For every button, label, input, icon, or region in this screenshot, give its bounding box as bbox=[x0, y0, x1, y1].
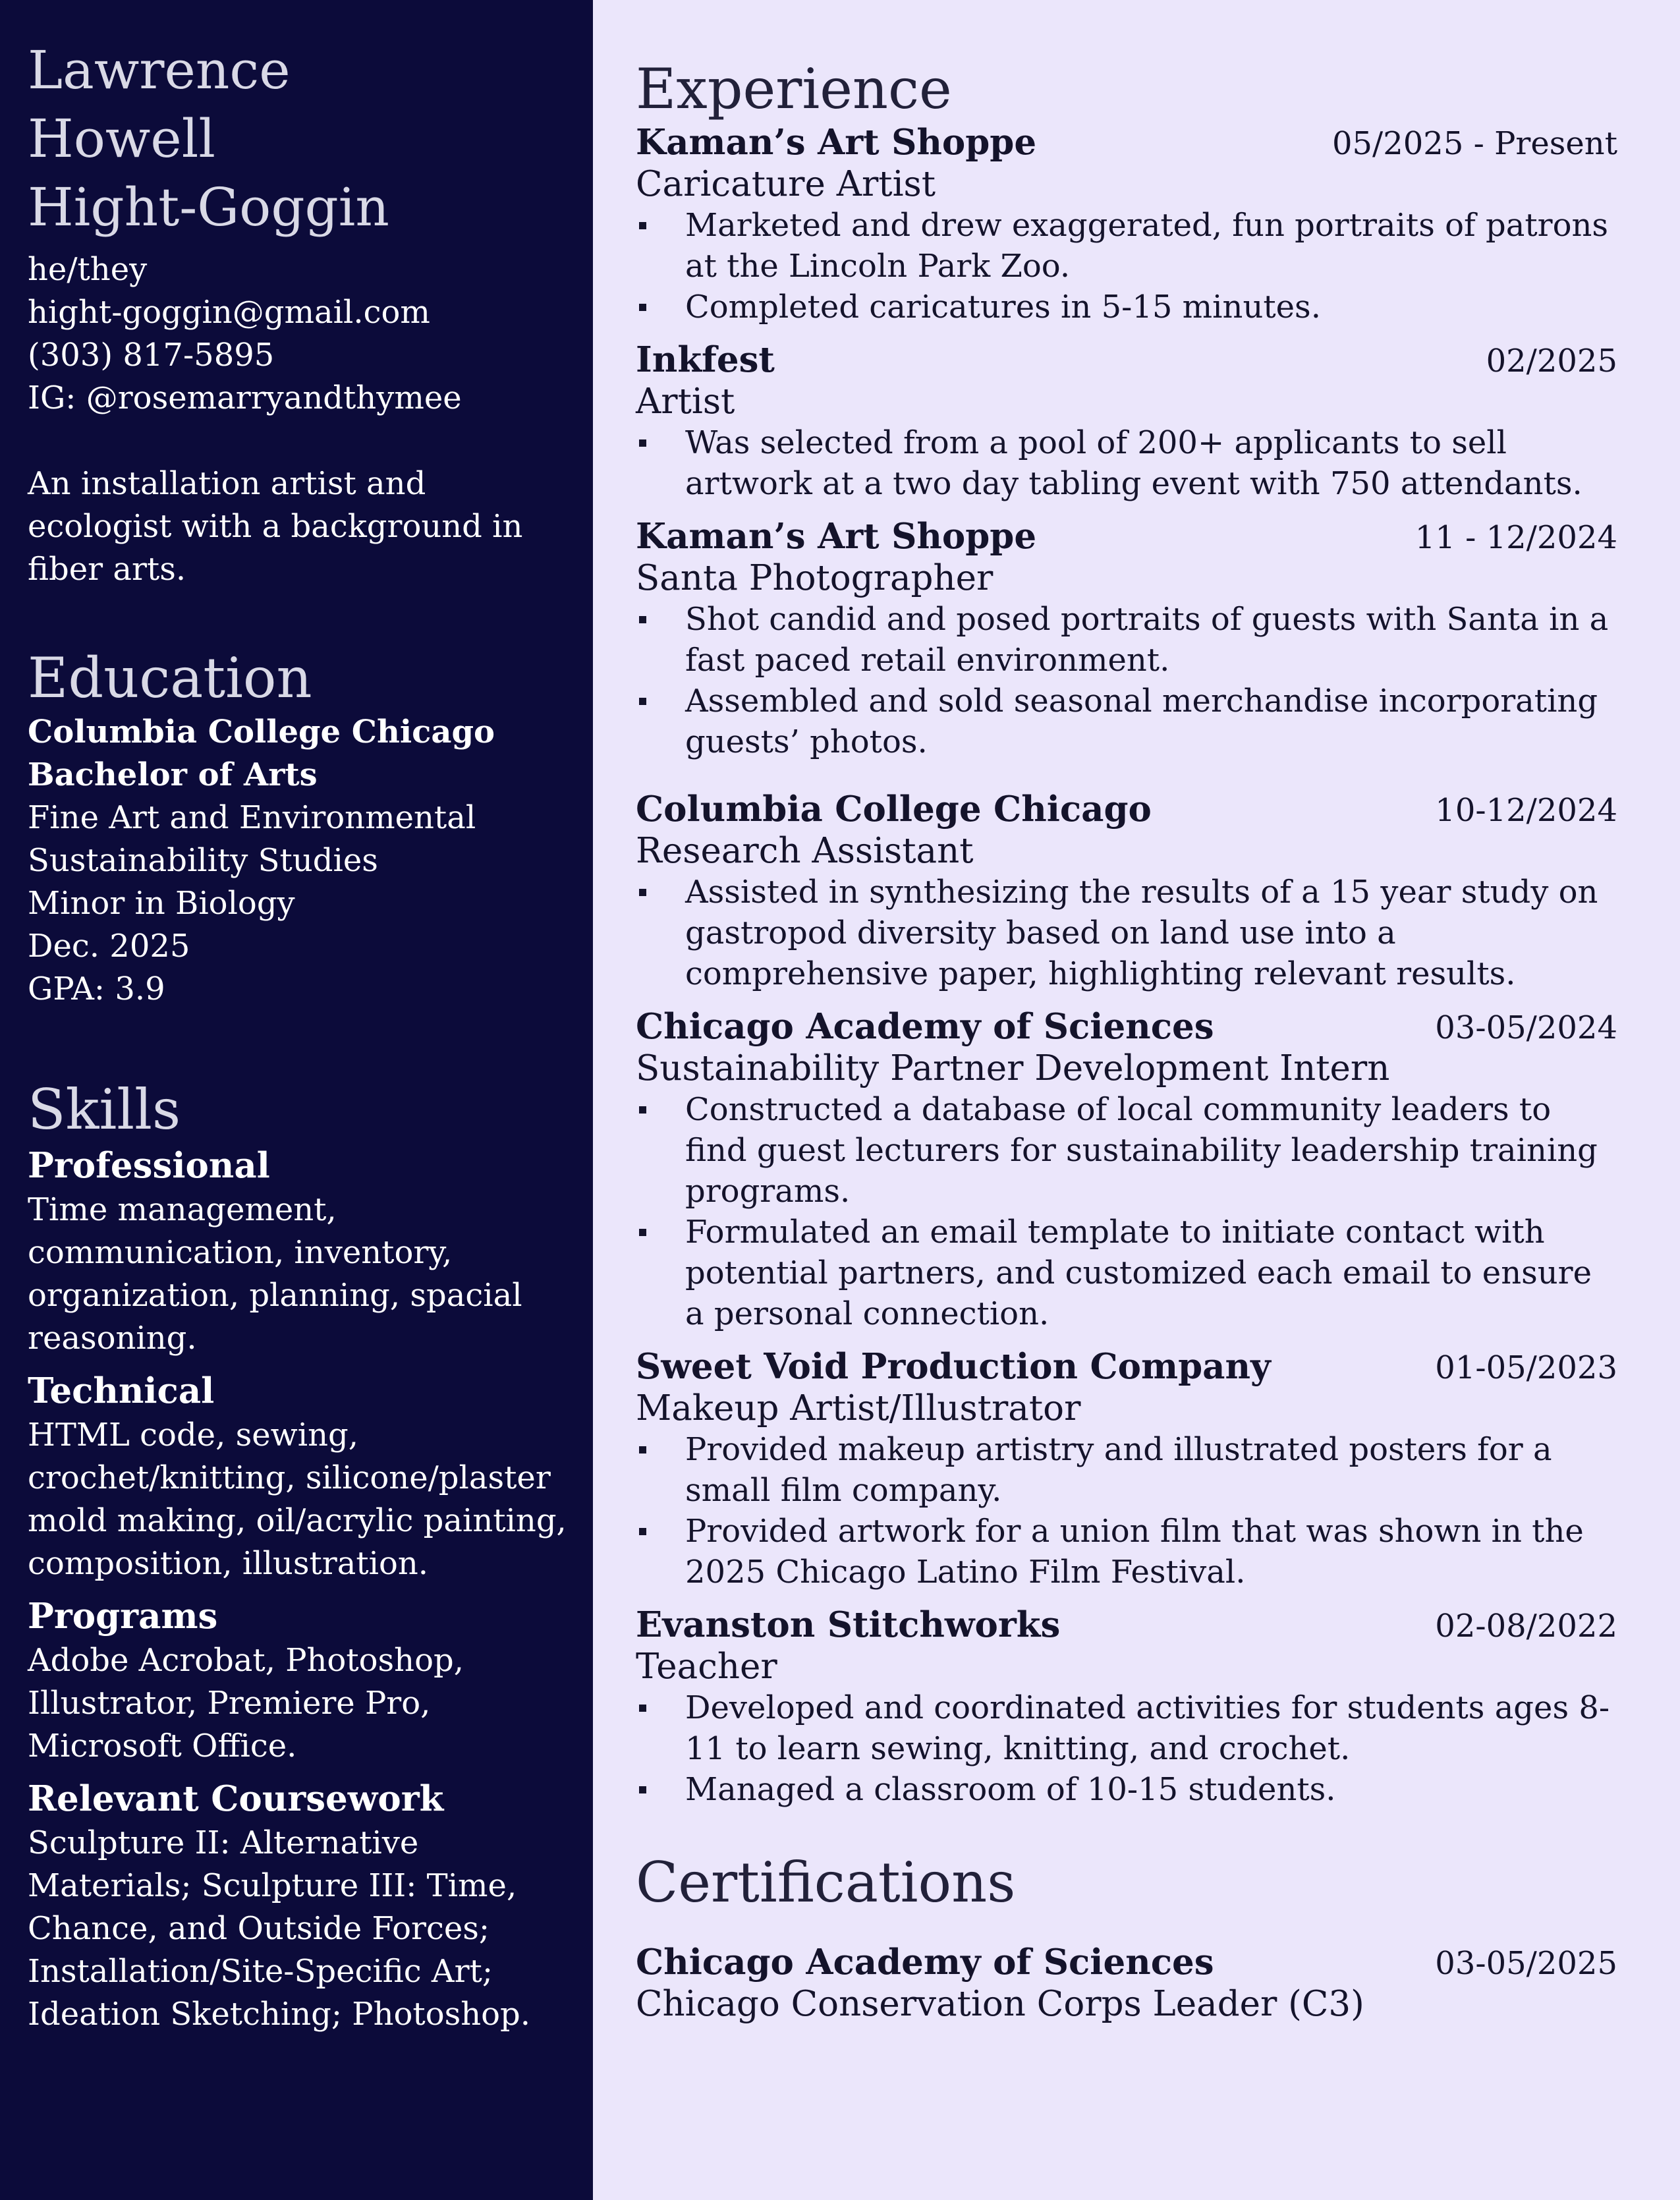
job-bullet: Assembled and sold seasonal merchandise incorporating guests’ photos. bbox=[636, 681, 1617, 762]
job-bullet: Shot candid and posed portraits of guests with Santa in a fast paced retail environment. bbox=[636, 599, 1617, 681]
coursework-list: Sculpture II: Alternative Materials; Sculpture III: Time, Chance, and Outside Forces; Installation/Site-Specific Art; Ideation Sketching; Photoshop. bbox=[28, 1824, 531, 2033]
bio: An installation artist and ecologist with a background in fiber arts. bbox=[28, 465, 523, 588]
experience-heading: Experience bbox=[636, 57, 952, 121]
certification-entry bbox=[636, 1942, 1617, 2025]
main-column bbox=[593, 0, 1680, 2200]
job-entry bbox=[636, 122, 1617, 327]
professional-label: Professional bbox=[28, 1145, 270, 1186]
job-date: 01-05/2023 bbox=[1435, 1349, 1617, 1386]
job-date: 02-08/2022 bbox=[1435, 1608, 1617, 1645]
certification-org: Chicago Academy of Sciences bbox=[636, 1942, 1214, 1983]
job-date: 02/2025 bbox=[1486, 343, 1617, 380]
certification-title: Chicago Conservation Corps Leader (C3) bbox=[636, 1984, 1364, 2024]
job-bullets bbox=[636, 1687, 1617, 1810]
job-company: Kaman’s Art Shoppe bbox=[636, 122, 1037, 163]
job-company: Chicago Academy of Sciences bbox=[636, 1006, 1214, 1047]
job-date: 10-12/2024 bbox=[1435, 792, 1617, 829]
name-last: Hight-Goggin bbox=[28, 177, 389, 238]
job-role: Research Assistant bbox=[636, 831, 974, 871]
minor: Minor in Biology bbox=[28, 885, 295, 922]
job-bullets bbox=[636, 599, 1617, 762]
certifications-heading: Certifications bbox=[636, 1850, 1016, 1915]
education-heading: Education bbox=[28, 646, 312, 710]
job-bullets bbox=[636, 872, 1617, 994]
gpa: GPA: 3.9 bbox=[28, 971, 165, 1007]
job-bullets bbox=[636, 205, 1617, 327]
major-line-2: Sustainability Studies bbox=[28, 842, 378, 879]
sidebar bbox=[0, 0, 593, 2200]
instagram-handle: IG: @rosemarryandthymee bbox=[28, 380, 462, 416]
skills-heading: Skills bbox=[28, 1077, 181, 1142]
job-role: Artist bbox=[636, 381, 735, 422]
job-bullet: Constructed a database of local community leaders to find guest lecturers for sustainability leadership training programs. bbox=[636, 1089, 1617, 1212]
job-entry bbox=[636, 1604, 1617, 1810]
major-line-1: Fine Art and Environmental bbox=[28, 799, 476, 836]
job-bullet: Marketed and drew exaggerated, fun portraits of patrons at the Lincoln Park Zoo. bbox=[636, 205, 1617, 287]
job-role: Sustainability Partner Development Intern bbox=[636, 1048, 1390, 1088]
job-company: Inkfest bbox=[636, 339, 775, 380]
name-first: Lawrence bbox=[28, 40, 291, 101]
job-company: Sweet Void Production Company bbox=[636, 1346, 1271, 1387]
technical-label: Technical bbox=[28, 1370, 215, 1411]
programs-label: Programs bbox=[28, 1596, 218, 1637]
graduation-date: Dec. 2025 bbox=[28, 928, 190, 965]
candidate-name bbox=[28, 36, 573, 242]
job-bullet: Developed and coordinated activities for students ages 8-11 to learn sewing, knitting, and crochet. bbox=[636, 1687, 1617, 1769]
job-role: Makeup Artist/Illustrator bbox=[636, 1388, 1081, 1428]
job-entry bbox=[636, 339, 1617, 504]
school-name: Columbia College Chicago bbox=[28, 714, 495, 750]
phone: (303) 817-5895 bbox=[28, 337, 275, 374]
job-company: Columbia College Chicago bbox=[636, 789, 1152, 830]
job-bullet: Formulated an email template to initiate contact with potential partners, and customized each email to ensure a personal connection. bbox=[636, 1212, 1617, 1334]
job-role: Teacher bbox=[636, 1647, 777, 1687]
programs-skills: Adobe Acrobat, Photoshop, Illustrator, Premiere Pro, Microsoft Office. bbox=[28, 1642, 464, 1764]
job-date: 11 - 12/2024 bbox=[1414, 519, 1617, 556]
job-date: 05/2025 - Present bbox=[1331, 125, 1617, 162]
pronouns: he/they bbox=[28, 251, 148, 288]
professional-skills: Time management, communication, inventory, organization, planning, spacial reasoning. bbox=[28, 1191, 522, 1357]
job-entry bbox=[636, 789, 1617, 994]
job-bullet: Assisted in synthesizing the results of a 15 year study on gastropod diversity based on land use into a comprehensive paper, highlighting relevant results. bbox=[636, 872, 1617, 994]
job-entry bbox=[636, 516, 1617, 762]
job-bullet: Managed a classroom of 10-15 students. bbox=[636, 1769, 1617, 1810]
job-date: 03-05/2024 bbox=[1435, 1009, 1617, 1046]
job-role: Caricature Artist bbox=[636, 164, 936, 204]
degree: Bachelor of Arts bbox=[28, 756, 318, 793]
job-role: Santa Photographer bbox=[636, 558, 994, 598]
job-bullet: Was selected from a pool of 200+ applicants to sell artwork at a two day tabling event with 750 attendants. bbox=[636, 422, 1617, 504]
coursework-label: Relevant Coursework bbox=[28, 1778, 444, 1819]
job-bullet: Provided artwork for a union film that was shown in the 2025 Chicago Latino Film Festival. bbox=[636, 1511, 1617, 1593]
job-company: Kaman’s Art Shoppe bbox=[636, 516, 1037, 557]
job-company: Evanston Stitchworks bbox=[636, 1604, 1061, 1645]
contact-info bbox=[28, 248, 573, 420]
job-bullet: Provided makeup artistry and illustrated posters for a small film company. bbox=[636, 1429, 1617, 1511]
certification-date: 03-05/2025 bbox=[1435, 1945, 1617, 1982]
email: hight-goggin@gmail.com bbox=[28, 294, 430, 331]
education-section bbox=[28, 645, 573, 1011]
technical-skills: HTML code, sewing, crochet/knitting, silicone/plaster mold making, oil/acrylic painting, composition, illustration. bbox=[28, 1417, 567, 1582]
job-bullets bbox=[636, 1089, 1617, 1334]
name-middle: Howell bbox=[28, 108, 215, 169]
job-bullets bbox=[636, 1429, 1617, 1593]
job-entry bbox=[636, 1346, 1617, 1593]
job-bullet: Completed caricatures in 5-15 minutes. bbox=[636, 287, 1617, 327]
skills-section bbox=[28, 1077, 573, 2036]
job-bullets bbox=[636, 422, 1617, 504]
education-details bbox=[28, 711, 573, 1011]
job-entry bbox=[636, 1006, 1617, 1334]
